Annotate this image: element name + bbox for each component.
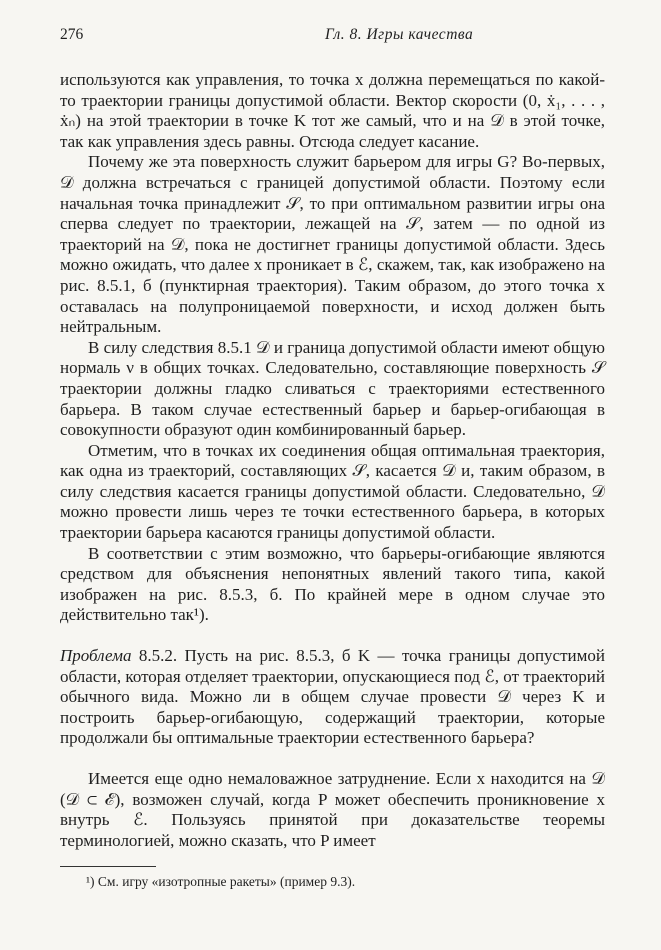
- problem-label: Проблема: [60, 646, 132, 666]
- problem-text: 8.5.2. Пусть на рис. 8.5.3, б K — точка границы допустимой области, которая отделяет траектории, опускающиеся под ℰ, от траекторий обычного вида. Можно ли в общем случае провести 𝒟 через K и построить барьер-огибающую, содержащий траектории, которые продолжали бы оптимальные траектории естественного барьера?: [60, 646, 605, 748]
- paragraph-envelope: В соответствии с этим возможно, что барьеры-огибающие являются средством для объяснения непонятных явлений такого типа, какой изображен на рис. 8.5.3, б. По крайней мере в одном случае это действительно так¹).: [60, 543, 605, 625]
- book-page: [60, 26, 605, 890]
- running-title: Гл. 8. Игры качества: [324, 26, 474, 43]
- problem-paragraph: [60, 646, 605, 749]
- page-header: [60, 26, 605, 50]
- paragraph-normal: В силу следствия 8.5.1 𝒟 и граница допустимой области имеют общую нормаль ν в общих точках. Следовательно, составляющие поверхность 𝒮 траектории должны гладко сливаться с траекториями естественного барьера. В таком случае естественный барьер и барьер-огибающая в совокупности образуют один комбинированный барьер.: [60, 337, 605, 440]
- page-number: 276: [60, 26, 84, 43]
- page-body: [60, 70, 605, 851]
- paragraph-junction: Отметим, что в точках их соединения общая оптимальная траектория, как одна из траекторий, составляющих 𝒮, касается 𝒟 и, таким образом, в силу следствия касается границы допустимой области. Следовательно, 𝒟 можно провести лишь через те точки естественного барьера, в которых траектории барьера касаются границы допустимой области.: [60, 440, 605, 543]
- footnote-divider: [60, 866, 156, 867]
- paragraph-difficulty: Имеется еще одно немаловажное затруднение. Если x находится на 𝒟 (𝒟 ⊂ ℰ), возможен случай, когда P может обеспечить проникновение x внутрь ℰ. Пользуясь принятой при доказательстве теоремы терминологией, можно сказать, что P имеет: [60, 769, 605, 850]
- paragraph-barrier: Почему же эта поверхность служит барьером для игры G? Во-первых, 𝒟 должна встречаться с границей допустимой области. Поэтому если начальная точка принадлежит 𝒮, то при оптимальном развитии игры она сперва следует по траектории, лежащей на 𝒮, затем — по одной из траекторий на 𝒟, пока не достигнет границы допустимой области. Здесь можно ожидать, что далее x проникает в ℰ, скажем, так, как изображено на рис. 8.5.1, б (пунктирная траектория). Таким образом, до этого точка x оставалась на полупроницаемой поверхности, и исход должен быть нейтральным.: [60, 152, 605, 337]
- section-gap: [60, 626, 605, 646]
- footnote: ¹) См. игру «изотропные ракеты» (пример 9.3).: [86, 874, 356, 890]
- paragraph-continued: используются как управления, то точка x должна перемещаться по какой-то траектории границы допустимой области. Вектор скорости (0, ẋ₁, . . . , ẋₙ) на этой траектории в точке K тот же самый, что и на 𝒟 в этой точке, так как управления здесь равны. Отсюда следует касание.: [60, 70, 605, 151]
- section-gap: [60, 749, 605, 769]
